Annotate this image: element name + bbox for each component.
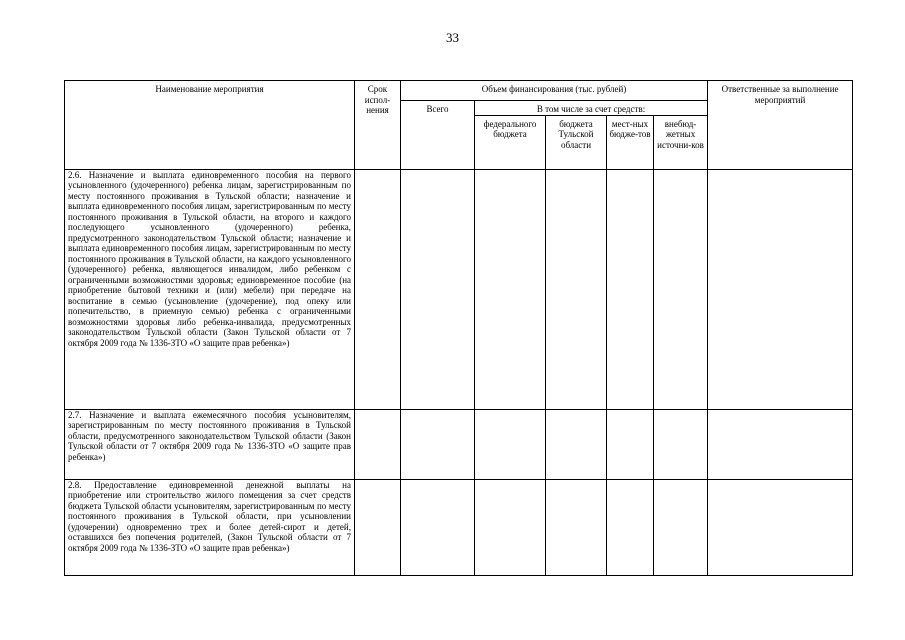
table-cell — [355, 409, 401, 479]
header-total: Всего — [401, 101, 475, 170]
table-cell — [654, 409, 708, 479]
header-activity-name: Наименование мероприятия — [65, 81, 355, 170]
header-local-budgets: мест-ных бюдже-тов — [607, 115, 654, 169]
table-cell — [607, 409, 654, 479]
table-cell — [401, 409, 475, 479]
table-cell — [607, 169, 654, 409]
header-extrabudgetary: внебюд-жетных источни-ков — [654, 115, 708, 169]
table-cell — [708, 409, 853, 479]
header-term: Срок испол-нения — [355, 81, 401, 170]
table-row-2-6-name: 2.6. Назначение и выплата единовременного пособия на первого усыновленного (удочеренного) ребенка лицам, зарегистрированным по месту постоянного проживания в Тульской области; назначение и выплата единовременного пособия лицам, зарегистрированным по месту постоянного проживания в Тульской области, на второго и каждого последующего усыновленного (удочеренного) ребенка, предусмотренного законодательством Тульской области; назначение и выплата единовременного пособия лицам, зарегистрированным по месту постоянного проживания в Тульской области, на каждого усыновленного (удочеренного) ребенка, являющегося инвалидом, либо ребенком с ограниченными возможностями здоровья; единовременное пособие (на приобретение бытовой техники и (или) мебели) при передаче на воспитание в семью (усыновление (удочерение), под опеку или попечительство, в приемную семью) ребенка с ограниченными возможностями здоровья либо ребенка-инвалида, предусмотренных законодательством Тульской области (Закон Тульской области от 7 октября 2009 года № 1336-ЗТО «О защите прав ребенка») — [65, 169, 355, 409]
page-number: 33 — [446, 30, 459, 45]
table-cell — [401, 479, 475, 575]
table-cell — [475, 409, 546, 479]
table-cell — [546, 409, 607, 479]
table-cell — [708, 169, 853, 409]
table-cell — [355, 479, 401, 575]
header-federal-budget: федерального бюджета — [475, 115, 546, 169]
header-financing: Объем финансирования (тыс. рублей) — [401, 81, 708, 101]
table-cell — [475, 479, 546, 575]
table-row-2-8-name: 2.8. Предоставление единовременной денежной выплаты на приобретение или строительство жилого помещения за счет средств бюджета Тульской области усыновителям, зарегистрированным по месту постоянного проживания в Тульской области, при усыновлении (удочерении) одновременно трех и более детей-сирот и детей, оставшихся без попечения родителей, (Закон Тульской области от 7 октября 2009 года № 1336-ЗТО «О защите прав ребенка») — [65, 479, 355, 575]
table-cell — [708, 479, 853, 575]
table-cell — [546, 169, 607, 409]
table-cell — [401, 169, 475, 409]
header-regional-budget: бюджета Тульской области — [546, 115, 607, 169]
table-cell — [355, 169, 401, 409]
table-cell — [607, 479, 654, 575]
table-cell — [546, 479, 607, 575]
table-row-2-7-name: 2.7. Назначение и выплата ежемесячного пособия усыновителям, зарегистрированным по месту постоянного проживания в Тульской области, предусмотренного законодательством Тульской области (Закон Тульской области от 7 октября 2009 года № 1336-ЗТО «О защите прав ребенка») — [65, 409, 355, 479]
header-responsible: Ответственные за выполнение мероприятий — [708, 81, 853, 170]
header-including: В том числе за счет средств: — [475, 101, 708, 116]
table-cell — [654, 169, 708, 409]
table-cell — [654, 479, 708, 575]
table-cell — [475, 169, 546, 409]
activities-table — [64, 80, 853, 576]
